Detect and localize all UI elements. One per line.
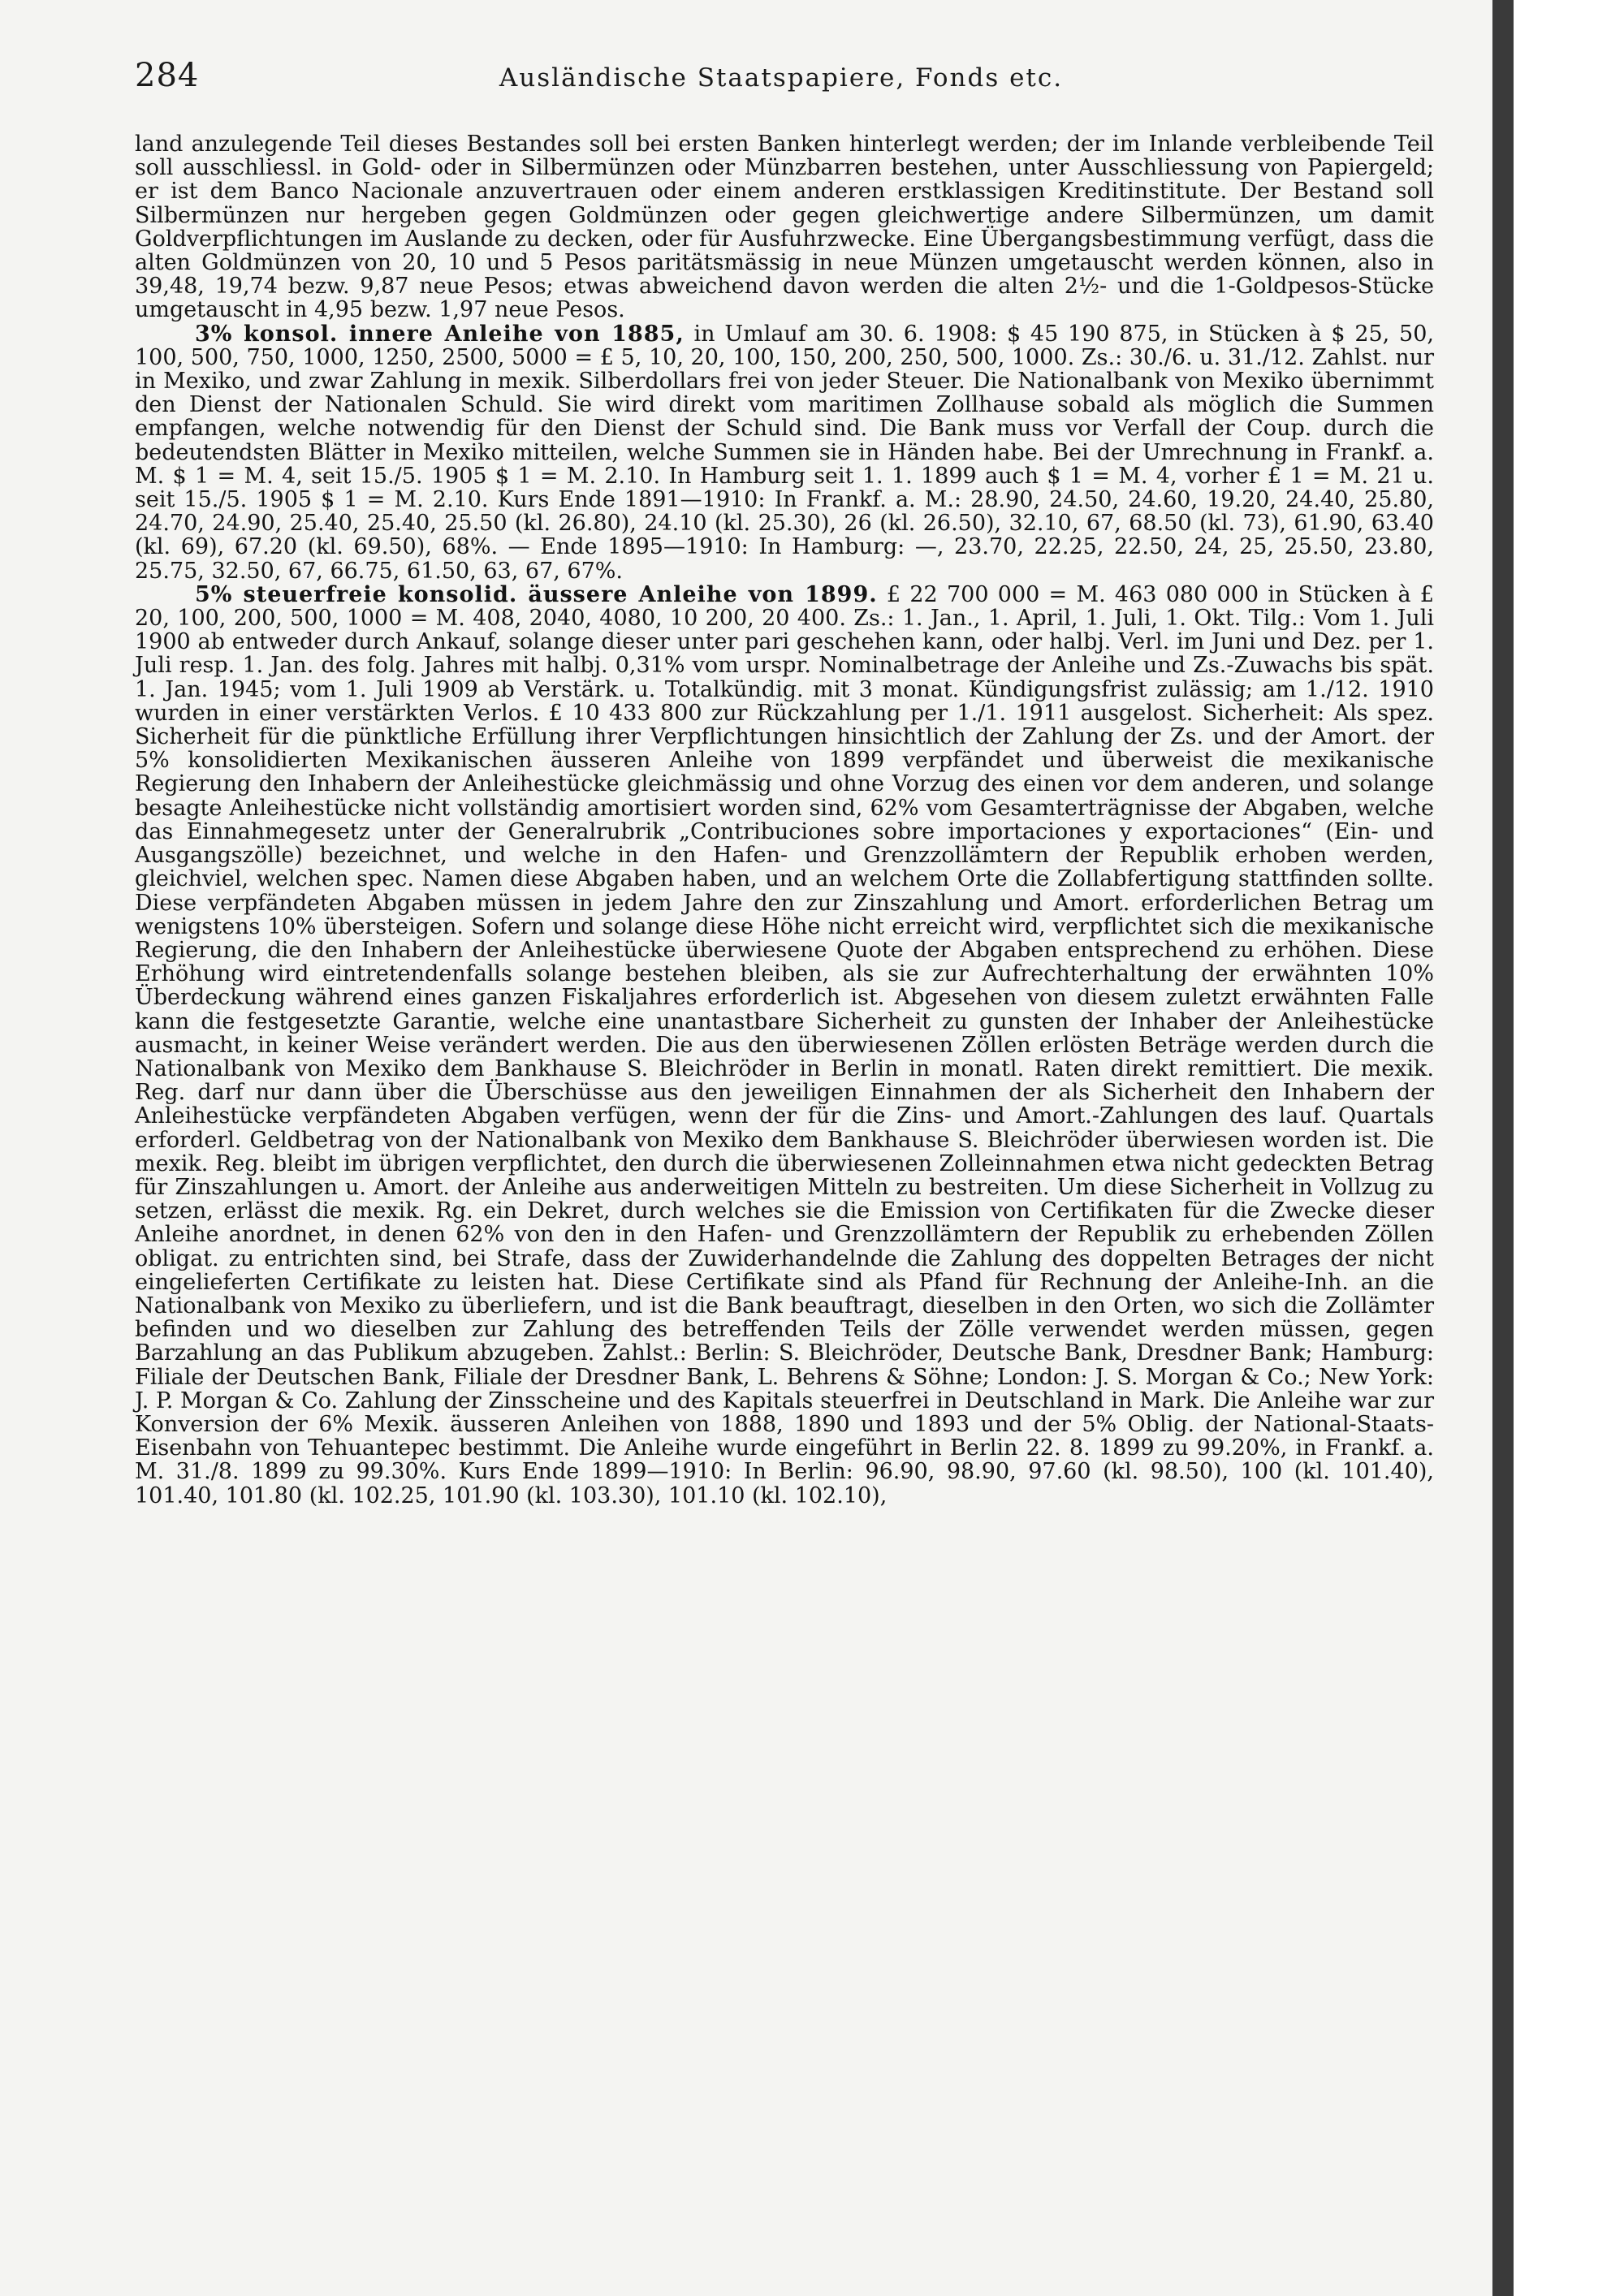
paragraph-heading: 5% steuerfreie konsolid. äussere Anleihe von 1899.: [195, 581, 878, 607]
paragraph-text: £ 22 700 000 = M. 463 080 000 in Stücken à £ 20, 100, 200, 500, 1000 = M. 408, 2040, 4080, 10 200, 20 400. Zs.: 1. Jan., 1. April, 1. Juli, 1. Okt. Tilg.: Vom 1. Juli 1900 ab entweder durch Ankauf, solange dieser unter pari geschehen kann, oder halbj. Verl. im Juni und Dez. per 1. Juli resp. 1. Jan. des folg. Jahres mit halbj. 0,31% vom urspr. Nominalbetrage der Anleihe und Zs.-Zuwachs bis spät. 1. Jan. 1945; vom 1. Juli 1909 ab Verstärk. u. Totalkündig. mit 3 monat. Kündigungsfrist zulässig; am 1./12. 1910 wurden in einer verstärkten Verlos. £ 10 433 800 zur Rückzahlung per 1./1. 1911 ausgelost. Sicherheit: Als spez. Sicherheit für die pünktliche Erfüllung ihrer Verpflichtungen hinsichtlich der Zahlung der Zs. und der Amort. der 5% konsolidierten Mexikanischen äusseren Anleihe von 1899 verpfändet und überweist die mexikanische Regierung den Inhabern der Anleihestücke gleichmässig und ohne Vorzug des einen vor dem anderen, und solange besagte Anleihestücke nicht vollständig amortisiert worden sind, 62% vom Gesamterträgnisse der Abgaben, welche das Einnahmegesetz unter der Generalrubrik „Contribuciones sobre importaciones y exportaciones“ (Ein- und Ausgangszölle) bezeichnet, und welche in den Hafen- und Grenzzollämtern der Republik erhoben werden, gleichviel, welchen spec. Namen diese Abgaben haben, und an welchem Orte die Zollabfertigung stattfinden sollte. Diese verpfändeten Abgaben müssen in jedem Jahre den zur Zinszahlung und Amort. erforderlichen Betrag um wenigstens 10% übersteigen. Sofern und solange diese Höhe nicht erreicht wird, verpflichtet sich die mexikanische Regierung, die den Inhabern der Anleihestücke überwiesene Quote der Abgaben entsprechend zu erhöhen. Diese Erhöhung wird eintretendenfalls solange bestehen bleiben, als sie zur Aufrechterhaltung der erwähnten 10% Überdeckung während eines ganzen Fiskaljahres erforderlich ist. Abgesehen von diesem zuletzt erwähnten Falle kann die festgesetzte Garantie, welche eine unantastbare Sicherheit zu gunsten der Inhaber der Anleihestücke ausmacht, in keiner Weise verändert werden. Die aus den überwiesenen Zöllen erlösten Beträge werden durch die Nationalbank von Mexiko dem Bankhause S. Bleichröder in Berlin in monatl. Raten direkt remittiert. Die mexik. Reg. darf nur dann über die Überschüsse aus den jeweiligen Einnahmen der als Sicherheit den Inhabern der Anleihestücke verpfändeten Abgaben verfügen, wenn der für die Zins- und Amort.-Zahlungen des lauf. Quartals erforderl. Geldbetrag von der Nationalbank von Mexiko dem Bankhause S. Bleichröder überwiesen worden ist. Die mexik. Reg. bleibt im übrigen verpflichtet, den durch die überwiesenen Zolleinnahmen etwa nicht gedeckten Betrag für Zinszahlungen u. Amort. der Anleihe aus anderweitigen Mitteln zu bestreiten. Um diese Sicherheit in Vollzug zu setzen, erlässt die mexik. Rg. ein Dekret, durch welches sie die Emission von Certifikaten für die Zwecke dieser Anleihe anordnet, in denen 62% von den in den Hafen- und Grenzzollämtern der Republik zu erhebenden Zöllen obligat. zu entrichten sind, bei Strafe, dass der Zuwiderhandelnde die Zahlung des doppelten Betrages der nicht eingelieferten Certifikate zu leisten hat. Diese Certifikate sind als Pfand für Rechnung der Anleihe-Inh. an die Nationalbank von Mexiko zu überliefern, und ist die Bank beauftragt, dieselben in den Orten, wo sich die Zollämter befinden und wo dieselben zur Zahlung des betreffenden Teils der Zölle verwendet werden müssen, gegen Barzahlung an das Publikum abzugeben. Zahlst.: Berlin: S. Bleichröder, Deutsche Bank, Dresdner Bank; Hamburg: Filiale der Deutschen Bank, Filiale der Dresdner Bank, L. Behrens & Söhne; London: J. S. Morgan & Co.; New York: J. P. Morgan & Co. Zahlung der Zinsscheine und des Kapitals steuerfrei in Deutschland in Mark. Die Anleihe war zur Konversion der 6% Mexik. äusseren Anleihen von 1888, 1890 und 1893 und der 5% Oblig. der National-Staats-Eisenbahn von Tehuantepec bestimmt. Die Anleihe wurde eingeführt in Berlin 22. 8. 1899 zu 99.20%, in Frankf. a. M. 31./8. 1899 zu 99.30%. Kurs Ende 1899—1910: In Berlin: 96.90, 98.90, 97.60 (kl. 98.50), 100 (kl. 101.40), 101.40, 101.80 (kl. 102.25, 101.90 (kl. 103.30), 101.10 (kl. 102.10),: [135, 581, 1434, 1508]
page-edge-shadow: [1492, 0, 1514, 2296]
page-number: 284: [135, 57, 200, 94]
body-text: [135, 132, 1434, 1508]
scan-margin: [1514, 0, 1624, 2296]
running-title: Ausländische Staatspapiere, Fonds etc.: [499, 63, 1064, 93]
paragraph-continuation: [135, 132, 1434, 322]
paragraph-heading: 3% konsol. innere Anleihe von 1885,: [195, 321, 685, 347]
page-header: [135, 57, 1427, 97]
paragraph-text: land anzulegende Teil dieses Bestandes soll bei ersten Banken hinterlegt werden; der im Inlande verbleibende Teil soll ausschliessl. in Gold- oder in Silbermünzen oder Münzbarren bestehen, unter Ausschliessung von Papiergeld; er ist dem Banco Nacionale anzuvertrauen oder einem anderen erstklassigen Kreditinstitute. Der Bestand soll Silbermünzen nur hergeben gegen Goldmünzen oder gegen gleichwertige andere Silbermünzen, um damit Goldverpflichtungen im Auslande zu decken, oder für Ausfuhrzwecke. Eine Übergangsbestimmung verfügt, dass die alten Goldmünzen von 20, 10 und 5 Pesos paritätsmässig in neue Münzen umgetauscht werden können, also in 39,48, 19,74 bezw. 9,87 neue Pesos; etwas abweichend davon werden die alten 2½- und die 1-Goldpesos-Stücke umgetauscht in 4,95 bezw. 1,97 neue Pesos.: [135, 132, 1434, 323]
paragraph-outer-loan-1899: [135, 583, 1434, 1508]
paragraph-text: in Umlauf am 30. 6. 1908: $ 45 190 875, in Stücken à $ 25, 50, 100, 500, 750, 1000, 1250, 2500, 5000 = £ 5, 10, 20, 100, 150, 200, 250, 500, 1000. Zs.: 30./6. u. 31./12. Zahlst. nur in Mexiko, und zwar Zahlung in mexik. Silberdollars frei von jeder Steuer. Die Nationalbank von Mexiko übernimmt den Dienst der Nationalen Schuld. Sie wird direkt vom maritimen Zollhause sobald als möglich die Summen empfangen, welche notwendig für den Dienst der Schuld sind. Die Bank muss vor Verfall der Coup. durch die bedeutendsten Blätter in Mexiko mitteilen, welche Summen sie in Händen habe. Bei der Umrechnung in Frankf. a. M. $ 1 = M. 4, seit 15./5. 1905 $ 1 = M. 2.10. In Hamburg seit 1. 1. 1899 auch $ 1 = M. 4, vorher £ 1 = M. 21 u. seit 15./5. 1905 $ 1 = M. 2.10. Kurs Ende 1891—1910: In Frankf. a. M.: 28.90, 24.50, 24.60, 19.20, 24.40, 25.80, 24.70, 24.90, 25.40, 25.40, 25.50 (kl. 26.80), 24.10 (kl. 25.30), 26 (kl. 26.50), 32.10, 67, 68.50 (kl. 73), 61.90, 63.40 (kl. 69), 67.20 (kl. 69.50), 68%. — Ende 1895—1910: In Hamburg: —, 23.70, 22.25, 22.50, 24, 25, 25.50, 23.80, 25.75, 32.50, 67, 66.75, 61.50, 63, 67, 67%.: [135, 321, 1434, 584]
paragraph-inner-loan-1885: [135, 322, 1434, 583]
